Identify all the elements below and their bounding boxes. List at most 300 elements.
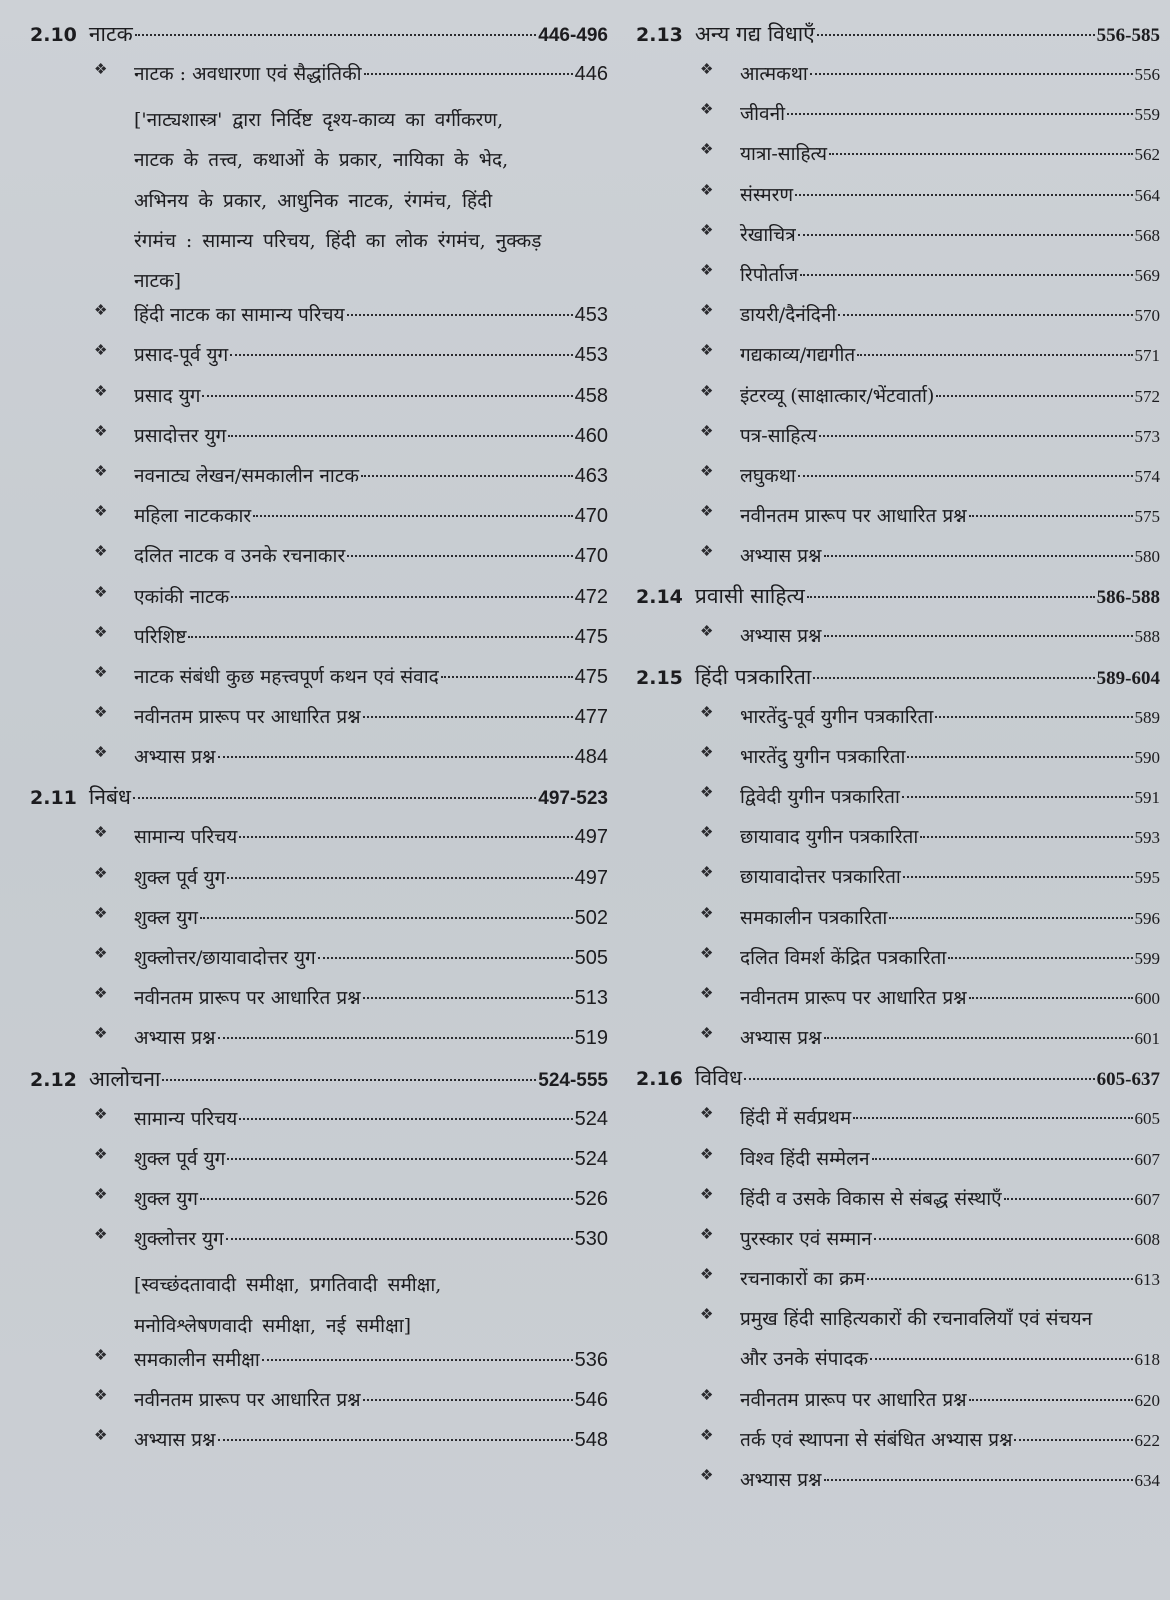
entry-page: 589: [1134, 707, 1160, 727]
dot-leader: [218, 756, 573, 758]
toc-entry[interactable]: [636, 221, 1160, 261]
toc-entry[interactable]: [636, 502, 1160, 542]
dot-leader: [200, 1198, 573, 1200]
dot-leader: [1004, 1198, 1133, 1200]
note-line: नाटक]: [134, 270, 182, 292]
toc-section-heading[interactable]: [636, 1064, 1160, 1104]
section-page-range: 497-523: [538, 788, 608, 810]
entry-title: रचनाकारों का क्रम: [740, 1268, 866, 1291]
entry-page: 605: [1134, 1109, 1160, 1129]
dot-leader: [829, 153, 1132, 155]
dot-leader: [795, 194, 1132, 196]
entry-page: 470: [574, 505, 608, 528]
dot-leader: [819, 435, 1132, 437]
toc-entry[interactable]: [30, 823, 608, 863]
toc-entry[interactable]: [30, 583, 608, 623]
entry-page: 475: [574, 625, 608, 648]
entry-title: दलित विमर्श केंद्रित पत्रकारिता: [740, 946, 947, 969]
section-title: आलोचना: [88, 1066, 161, 1091]
section-page-range: 524-555: [538, 1069, 608, 1091]
entry-page: 570: [1134, 306, 1160, 326]
entry-page: 519: [574, 1027, 608, 1050]
toc-entry[interactable]: [636, 984, 1160, 1024]
toc-entry[interactable]: [636, 823, 1160, 863]
diamond-bullet-icon: ❖: [700, 1385, 714, 1404]
entry-title: हिंदी व उसके विकास से संबद्ध संस्थाएँ: [740, 1187, 1002, 1210]
entry-title: आत्मकथा: [740, 63, 808, 85]
toc-entry[interactable]: [636, 1265, 1160, 1305]
section-number: 2.12: [30, 1068, 77, 1091]
diamond-bullet-icon: ❖: [94, 461, 108, 480]
diamond-bullet-icon: ❖: [94, 1184, 108, 1203]
entry-page: 548: [574, 1429, 608, 1452]
entry-title: शुक्लोत्तर/छायावादोत्तर युग: [134, 947, 316, 970]
dot-leader: [824, 555, 1133, 557]
dot-leader: [872, 1158, 1133, 1160]
diamond-bullet-icon: ❖: [94, 1385, 108, 1404]
toc-section-heading[interactable]: [636, 582, 1160, 622]
entry-title: अभ्यास प्रश्न: [134, 1027, 216, 1050]
section-number: 2.11: [30, 787, 77, 810]
entry-page: 513: [574, 987, 608, 1010]
dot-leader: [253, 515, 572, 517]
dot-leader: [239, 1118, 572, 1120]
dot-leader: [889, 917, 1132, 919]
diamond-bullet-icon: ❖: [94, 381, 108, 400]
toc-entry-continuation[interactable]: [636, 1345, 1160, 1385]
dot-leader: [948, 957, 1132, 959]
dot-leader: [798, 234, 1133, 236]
entry-page: 620: [1134, 1390, 1160, 1410]
entry-page: 446: [574, 63, 608, 85]
toc-entry[interactable]: [30, 1386, 608, 1426]
dot-leader: [218, 1037, 573, 1039]
section-page-range: 586-588: [1096, 587, 1160, 609]
diamond-bullet-icon: ❖: [94, 622, 108, 641]
entry-title: शुक्ल युग: [134, 906, 198, 929]
entry-title: प्रमुख हिंदी साहित्यकारों की रचनावलियाँ एवं संचयन: [740, 1308, 1093, 1331]
entry-title-continuation: और उनके संपादक: [740, 1348, 869, 1371]
entry-page: 497: [574, 826, 608, 849]
diamond-bullet-icon: ❖: [700, 1425, 714, 1444]
diamond-bullet-icon: ❖: [700, 180, 714, 199]
toc-entry[interactable]: [30, 1105, 608, 1145]
diamond-bullet-icon: ❖: [94, 542, 108, 561]
entry-page: 613: [1134, 1270, 1160, 1290]
dot-leader: [807, 596, 1095, 598]
section-page-range: 589-604: [1096, 667, 1160, 689]
dot-leader: [228, 435, 572, 437]
section-title: निबंध: [88, 785, 131, 810]
entry-title: डायरी/दैनंदिनी: [740, 304, 837, 327]
entry-page: 599: [1134, 948, 1160, 968]
toc-entry[interactable]: [636, 622, 1160, 662]
diamond-bullet-icon: ❖: [94, 703, 108, 722]
diamond-bullet-icon: ❖: [94, 502, 108, 521]
section-number: 2.15: [636, 666, 683, 689]
entry-page: 601: [1134, 1029, 1160, 1049]
dot-leader: [810, 73, 1133, 75]
diamond-bullet-icon: ❖: [700, 943, 714, 962]
diamond-bullet-icon: ❖: [700, 341, 714, 360]
entry-title: नवीनतम प्रारूप पर आधारित प्रश्न: [740, 1388, 967, 1411]
diamond-bullet-icon: ❖: [700, 381, 714, 400]
diamond-bullet-icon: ❖: [700, 502, 714, 521]
dot-leader: [227, 1158, 572, 1160]
toc-entry[interactable]: [636, 422, 1160, 462]
toc-entry[interactable]: [30, 1185, 608, 1225]
toc-entry[interactable]: [30, 904, 608, 944]
diamond-bullet-icon: ❖: [700, 1144, 714, 1163]
toc-entry[interactable]: [636, 1024, 1160, 1064]
diamond-bullet-icon: ❖: [700, 1024, 714, 1043]
entry-page: 622: [1134, 1430, 1160, 1450]
entry-title: छायावाद युगीन पत्रकारिता: [740, 826, 919, 849]
toc-entry[interactable]: [636, 904, 1160, 944]
toc-entry[interactable]: [636, 743, 1160, 783]
entry-page: 477: [574, 706, 608, 729]
entry-page: 453: [574, 304, 608, 327]
entry-title: प्रसाद युग: [134, 384, 201, 407]
diamond-bullet-icon: ❖: [94, 1144, 108, 1163]
entry-title: भारतेंदु युगीन पत्रकारिता: [740, 745, 906, 768]
toc-entry[interactable]: [636, 1185, 1160, 1225]
section-number: 2.13: [636, 24, 683, 46]
note-line: ['नाट्यशास्त्र' द्वारा निर्दिष्ट दृश्य-काव्य का वर्गीकरण,: [134, 109, 504, 132]
toc-entry[interactable]: [636, 181, 1160, 221]
entry-title: पुरस्कार एवं सम्मान: [740, 1227, 872, 1250]
diamond-bullet-icon: ❖: [94, 863, 108, 882]
entry-page: 569: [1134, 265, 1160, 285]
entry-page: 524: [574, 1107, 608, 1130]
dot-leader: [441, 676, 573, 678]
note-line: रंगमंच : सामान्य परिचय, हिंदी का लोक रंगमंच, नुक्कड़: [134, 229, 542, 252]
toc-entry[interactable]: [30, 422, 608, 462]
entry-page: 484: [574, 746, 608, 769]
dot-leader: [903, 876, 1133, 878]
diamond-bullet-icon: ❖: [94, 341, 108, 360]
entry-page: 497: [574, 866, 608, 889]
toc-entry[interactable]: [636, 140, 1160, 180]
entry-title: नवीनतम प्रारूप पर आधारित प्रश्न: [740, 505, 967, 528]
toc-entry[interactable]: [636, 542, 1160, 582]
diamond-bullet-icon: ❖: [700, 140, 714, 159]
diamond-bullet-icon: ❖: [94, 301, 108, 320]
diamond-bullet-icon: ❖: [700, 542, 714, 561]
toc-entry[interactable]: [636, 462, 1160, 502]
entry-page: 596: [1134, 908, 1160, 928]
toc-entry[interactable]: [636, 1104, 1160, 1144]
dot-leader: [969, 997, 1133, 999]
entry-title: अभ्यास प्रश्न: [740, 1469, 822, 1491]
toc-entry[interactable]: [30, 502, 608, 542]
diamond-bullet-icon: ❖: [94, 662, 108, 681]
entry-page: 575: [1134, 507, 1160, 527]
entry-title: शुक्ल युग: [134, 1187, 198, 1210]
entry-page: 453: [574, 344, 608, 367]
entry-title: एकांकी नाटक: [134, 585, 230, 608]
diamond-bullet-icon: ❖: [700, 461, 714, 480]
entry-page: 472: [574, 585, 608, 608]
diamond-bullet-icon: ❖: [94, 743, 108, 762]
dot-leader: [1014, 1439, 1132, 1441]
section-page-range: 446-496: [538, 25, 608, 46]
entry-page: 600: [1134, 988, 1160, 1008]
entry-page: 595: [1134, 868, 1160, 888]
toc-entry[interactable]: [636, 1466, 1160, 1506]
entry-note: [30, 100, 608, 301]
diamond-bullet-icon: ❖: [94, 60, 108, 78]
diamond-bullet-icon: ❖: [700, 983, 714, 1002]
entry-title: द्विवेदी युगीन पत्रकारिता: [740, 786, 900, 808]
entry-page: 475: [574, 665, 608, 688]
entry-page: 580: [1134, 547, 1160, 567]
dot-leader: [902, 796, 1133, 798]
entry-title: सामान्य परिचय: [134, 826, 238, 849]
dot-leader: [364, 73, 573, 75]
diamond-bullet-icon: ❖: [94, 1104, 108, 1123]
section-title: अन्य गद्य विधाएँ: [694, 22, 815, 46]
diamond-bullet-icon: ❖: [700, 220, 714, 239]
diamond-bullet-icon: ❖: [700, 783, 714, 801]
note-line: नाटक के तत्त्व, कथाओं के प्रकार, नायिका के भेद,: [134, 149, 509, 172]
entry-title: हिंदी नाटक का सामान्य परिचय: [134, 304, 345, 327]
entry-title: नवीनतम प्रारूप पर आधारित प्रश्न: [134, 706, 361, 729]
entry-page: 590: [1134, 747, 1160, 767]
entry-page: 524: [574, 1147, 608, 1170]
diamond-bullet-icon: ❖: [700, 60, 714, 78]
entry-title: प्रसादोत्तर युग: [134, 424, 227, 447]
entry-page: 573: [1134, 426, 1160, 446]
toc-entry[interactable]: [636, 1145, 1160, 1185]
toc-entry[interactable]: [30, 703, 608, 743]
toc-entry[interactable]: [30, 542, 608, 582]
dot-leader: [744, 1078, 1095, 1080]
toc-entry[interactable]: [30, 743, 608, 783]
dot-leader: [363, 997, 573, 999]
toc-entry[interactable]: [636, 60, 1160, 100]
entry-page: 526: [574, 1187, 608, 1210]
toc-section-heading[interactable]: [30, 20, 608, 60]
entry-page: 607: [1134, 1149, 1160, 1169]
diamond-bullet-icon: ❖: [700, 622, 714, 641]
toc-entry[interactable]: [30, 60, 608, 100]
diamond-bullet-icon: ❖: [700, 1466, 714, 1484]
diamond-bullet-icon: ❖: [94, 1225, 108, 1244]
entry-page: 460: [574, 424, 608, 447]
toc-right-column: [636, 20, 1160, 1506]
entry-page: 593: [1134, 828, 1160, 848]
entry-title: जीवनी: [740, 103, 786, 126]
diamond-bullet-icon: ❖: [700, 1104, 714, 1123]
diamond-bullet-icon: ❖: [94, 421, 108, 440]
entry-page: 572: [1134, 386, 1160, 406]
entry-title: रिपोर्ताज: [740, 263, 799, 286]
dot-leader: [188, 636, 572, 638]
toc-entry[interactable]: [30, 623, 608, 663]
toc-entry[interactable]: [636, 1386, 1160, 1426]
section-title: प्रवासी साहित्य: [694, 584, 805, 609]
dot-leader: [262, 1359, 573, 1361]
entry-title: रेखाचित्र: [740, 223, 796, 246]
toc-section-heading[interactable]: [636, 663, 1160, 703]
entry-page: 564: [1134, 185, 1160, 205]
toc-entry[interactable]: [30, 1426, 608, 1466]
toc-entry[interactable]: [30, 1145, 608, 1185]
toc-entry[interactable]: [30, 462, 608, 502]
dot-leader: [936, 395, 1132, 397]
toc-section-heading[interactable]: [30, 1065, 608, 1105]
dot-leader: [870, 1358, 1132, 1360]
entry-title: शुक्ल पूर्व युग: [134, 1147, 226, 1170]
dot-leader: [824, 1479, 1133, 1481]
entry-title: अभ्यास प्रश्न: [740, 625, 822, 648]
dot-leader: [798, 475, 1133, 477]
dot-leader: [824, 635, 1133, 637]
entry-page: 505: [574, 947, 608, 970]
toc-entry[interactable]: [636, 944, 1160, 984]
diamond-bullet-icon: ❖: [700, 421, 714, 440]
toc-entry[interactable]: [636, 382, 1160, 422]
toc-entry[interactable]: [30, 864, 608, 904]
entry-title: गद्यकाव्य/गद्यगीत: [740, 344, 856, 367]
diamond-bullet-icon: ❖: [700, 742, 714, 761]
section-page-range: 556-585: [1096, 25, 1160, 46]
entry-title: सामान्य परिचय: [134, 1107, 238, 1130]
toc-entry[interactable]: [636, 1225, 1160, 1265]
toc-entry[interactable]: [636, 783, 1160, 823]
dot-leader: [817, 34, 1095, 36]
entry-title: महिला नाटककार: [134, 505, 252, 528]
toc-section-heading[interactable]: [30, 783, 608, 823]
entry-page: 470: [574, 545, 608, 568]
entry-page: 546: [574, 1388, 608, 1411]
entry-title: लघुकथा: [740, 464, 796, 487]
entry-title: अभ्यास प्रश्न: [134, 746, 216, 769]
dot-leader: [935, 716, 1132, 718]
toc-section-heading[interactable]: [636, 20, 1160, 60]
dot-leader: [135, 34, 537, 36]
toc-left-column: [30, 20, 608, 1466]
entry-title: समकालीन समीक्षा: [134, 1348, 260, 1371]
section-title: विविध: [694, 1066, 743, 1091]
toc-entry[interactable]: [636, 703, 1160, 743]
section-number: 2.14: [636, 586, 683, 609]
entry-page: 502: [574, 906, 608, 929]
dot-leader: [202, 395, 572, 397]
entry-title: नवीनतम प्रारूप पर आधारित प्रश्न: [134, 1388, 361, 1411]
toc-entry[interactable]: [30, 1225, 608, 1265]
entry-page: 463: [574, 464, 608, 487]
diamond-bullet-icon: ❖: [94, 903, 108, 922]
diamond-bullet-icon: ❖: [700, 702, 714, 721]
diamond-bullet-icon: ❖: [94, 582, 108, 601]
section-title: हिंदी पत्रकारिता: [694, 664, 812, 689]
toc-entry[interactable]: [30, 1346, 608, 1386]
entry-title: छायावादोत्तर पत्रकारिता: [740, 866, 901, 889]
entry-title: हिंदी में सर्वप्रथम: [740, 1107, 852, 1130]
entry-title: अभ्यास प्रश्न: [740, 1027, 822, 1050]
entry-page: 458: [574, 384, 608, 407]
dot-leader: [226, 1238, 573, 1240]
toc-entry[interactable]: [30, 1024, 608, 1064]
entry-title: संस्मरण: [740, 183, 794, 206]
entry-title: समकालीन पत्रकारिता: [740, 906, 888, 929]
dot-leader: [838, 314, 1132, 316]
entry-page: 588: [1134, 627, 1160, 647]
diamond-bullet-icon: ❖: [700, 903, 714, 922]
entry-page: 530: [574, 1228, 608, 1251]
diamond-bullet-icon: ❖: [700, 1305, 714, 1324]
entry-page: 562: [1134, 145, 1160, 165]
dot-leader: [857, 354, 1132, 356]
toc-entry[interactable]: [636, 301, 1160, 341]
toc-entry[interactable]: [30, 663, 608, 703]
diamond-bullet-icon: ❖: [94, 984, 108, 1003]
entry-title: तर्क एवं स्थापना से संबंधित अभ्यास प्रश्न: [740, 1428, 1013, 1451]
entry-title: नवीनतम प्रारूप पर आधारित प्रश्न: [134, 987, 361, 1010]
entry-title: इंटरव्यू (साक्षात्कार/भेंटवार्ता): [740, 384, 935, 407]
diamond-bullet-icon: ❖: [94, 944, 108, 963]
diamond-bullet-icon: ❖: [94, 1426, 108, 1445]
diamond-bullet-icon: ❖: [700, 260, 714, 279]
toc-entry[interactable]: [636, 261, 1160, 301]
entry-title: भारतेंदु-पूर्व युगीन पत्रकारिता: [740, 705, 934, 728]
toc-entry[interactable]: [30, 301, 608, 341]
dot-leader: [218, 1439, 573, 1441]
section-title: नाटक: [88, 22, 133, 46]
toc-entry[interactable]: [636, 1426, 1160, 1466]
note-line: मनोविश्लेषणवादी समीक्षा, नई समीक्षा]: [134, 1314, 412, 1337]
entry-page: 591: [1134, 788, 1160, 807]
entry-page: 607: [1134, 1189, 1160, 1209]
toc-entry[interactable]: [636, 341, 1160, 381]
entry-title: नवनाट्य लेखन/समकालीन नाटक: [134, 464, 360, 487]
entry-page: 571: [1134, 346, 1160, 366]
dot-leader: [853, 1117, 1132, 1119]
entry-note: [30, 1265, 608, 1345]
diamond-bullet-icon: ❖: [700, 863, 714, 882]
entry-title: परिशिष्ट: [134, 625, 187, 648]
dot-leader: [239, 836, 572, 838]
toc-entry[interactable]: [30, 341, 608, 381]
toc-entry[interactable]: [636, 863, 1160, 903]
dot-leader: [318, 957, 573, 959]
dot-leader: [920, 836, 1132, 838]
entry-page: 536: [574, 1348, 608, 1371]
toc-entry[interactable]: [636, 1305, 1160, 1345]
toc-entry[interactable]: [30, 984, 608, 1024]
entry-title: विश्व हिंदी सम्मेलन: [740, 1147, 870, 1170]
toc-entry[interactable]: [30, 944, 608, 984]
dot-leader: [969, 515, 1133, 517]
note-line: [स्वच्छंदतावादी समीक्षा, प्रगतिवादी समीक्षा,: [134, 1274, 442, 1297]
dot-leader: [787, 113, 1132, 115]
entry-title: शुक्ल पूर्व युग: [134, 866, 226, 889]
entry-title: प्रसाद-पूर्व युग: [134, 344, 229, 367]
toc-entry[interactable]: [636, 100, 1160, 140]
section-number: 2.16: [636, 1068, 683, 1091]
toc-entry[interactable]: [30, 382, 608, 422]
entry-page: 559: [1134, 105, 1160, 125]
diamond-bullet-icon: ❖: [94, 1024, 108, 1043]
entry-title: अभ्यास प्रश्न: [134, 1429, 216, 1452]
entry-title: नाटक संबंधी कुछ महत्त्वपूर्ण कथन एवं संवाद: [134, 665, 439, 688]
dot-leader: [162, 1079, 536, 1081]
diamond-bullet-icon: ❖: [700, 301, 714, 320]
dot-leader: [813, 677, 1094, 679]
dot-leader: [230, 354, 572, 356]
